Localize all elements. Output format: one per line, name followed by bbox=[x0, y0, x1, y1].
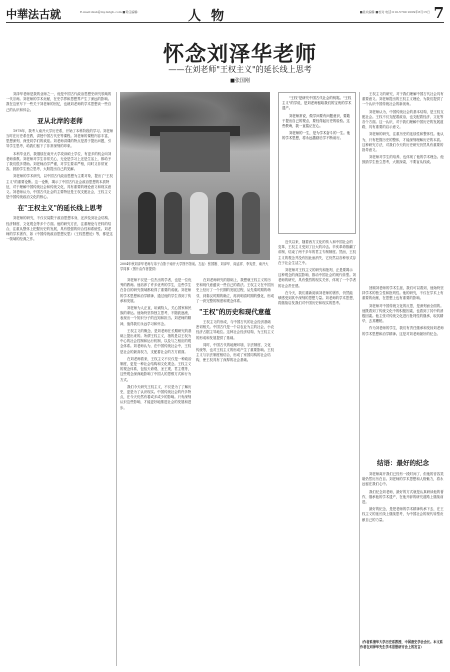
paragraph: 刘老师的研究，注重历史的连续性和整体性。他认为，只有把握历史的整体，才能深刻理解历史的本质。这种研究方法，对我们今天的历史研究仍然具有重要的指导意义。 bbox=[362, 132, 444, 153]
column-5 bbox=[362, 92, 444, 282]
paragraph: 1978年，我考入南开大学历史系，开始了本科阶段的学习。刘老师当时在历史系任教，讲授中国古代史等课程。刘老师的课程内容丰富，思想深刻，深受同学们的欢迎。刘老师讲课的特点是善于提出问题，引导学生思考，给我们留下了非常深刻的印象。 bbox=[6, 128, 114, 149]
paragraph: 在刘老师看来，王权主义不仅仅是一种政治制度，更是一种社会结构和文化观念。王权主义的观念体系，包括天命观、圣王观、君主观等，这些观念深深地影响了中国人的思维方式和行为方式。 bbox=[120, 356, 192, 382]
article-author: ■张国刚 bbox=[230, 78, 250, 84]
paragraph: 同时，中国古代的地理环境、宗法制度、文化传统等，也对王权主义的形成产生了重要影响。王权主义与宗法制度相结合，形成了家国同构的社会结构，使王权具有了深厚的社会基础。 bbox=[196, 342, 274, 363]
paragraph: 王权主义的概念，是刘老师在长期研究的基础上提出来的。所谓王权主义，指的是以王权为中心的社会控制和运行机制，以及与之相应的观念体系。刘老师认为，在中国传统社会中，王权是社会的最高权力，支配着社会的方方面面。 bbox=[120, 328, 192, 354]
photo-person bbox=[216, 192, 234, 254]
column-rule bbox=[359, 92, 360, 666]
paragraph: 刘老师对学生的培养，也体现了他的学术理念。他鼓励学生独立思考，大胆探索，不要盲从权威。 bbox=[362, 155, 444, 165]
paragraph: 在刘老师研究的基础上，我想就王权主义的历史和现代意蕴谈一些自己的看法。王权主义在中国历史上经历了一个长期的发展过程，从先秦时期的萌芽，到秦汉时期的确立，再到明清时期的强化，形成了一套完整的制度和观念体系。 bbox=[196, 278, 274, 303]
paragraph: 最好的纪念，是把老师的学术精神传承下去，在王权主义的延长线上继续思考，为中国社会的现代转型贡献自己的力量。 bbox=[362, 507, 444, 522]
paragraph: 刘老师的学术研究，以中国古代政治思想为主要对象，提出了"王权主义"的重要论断。这一论断，揭示了中国古代社会政治思想的本质特征，对于理解中国传统社会和传统文化，具有重要的理论意义和现实意义。刘老师认为，中国古代社会的主要特征是王权支配社会，王权主义是中国传统政治文化的核心。 bbox=[6, 174, 113, 200]
masthead-logo: 中華法古就 bbox=[6, 8, 61, 21]
paragraph: 刘老师的研究，不仅仅局限于政治思想本身，还涉及到社会结构、经济制度、文化观念等多个方面。他的研究方法，注重理论与史料的结合，注重从整体上把握历史的发展，具有很强的综合性和系统性。刘老师的学术著作，如《中国传统政治思想反思》《王权思想论》等，都是这一领域的经典之作。 bbox=[6, 216, 113, 242]
paragraph: 近代以来，随着西方文化的传入和中国社会的变革，王权主义受到了巨大的冲击。辛亥革命推翻了帝制，结束了两千多年的君主专制制度。然而，王权主义的观念并没有因此而消失，它仍然以各种形式存在于社会生活之中。 bbox=[278, 240, 356, 265]
paragraph: 刘老师离开我们已经有一段时间了，但他的音容笑貌仍然历历在目。刘老师的学术思想和人格魅力，将永远留在我们心中。 bbox=[362, 472, 444, 487]
quote-box bbox=[278, 92, 356, 234]
paragraph: 王权主义的形成，与中国古代的社会经济基础密切相关。中国古代是一个以农业为主的社会，小农经济占据主导地位。这种社会经济结构，为王权主义的形成和发展提供了基础。 bbox=[196, 320, 274, 340]
quote-paragraph: "王权"是研究中国古代社会的钥匙。"王权主义"的学说，是刘老师留给我们的宝贵的学术遗产。 bbox=[282, 96, 352, 111]
paragraph: 刘老师认为，中国传统社会的基本结构，是王权支配社会。王权不仅支配着政治，也支配着经济、文化等各个方面。这一认识，对于我们理解中国历史的发展道路，具有重要的启示意义。 bbox=[362, 109, 444, 130]
column-6 bbox=[362, 286, 444, 454]
column-2 bbox=[120, 278, 192, 666]
section-title: 人物 bbox=[188, 9, 235, 24]
paragraph: 刘老师为人正直，坦诚待人，关心国家和民族的命运。他始终坚持独立思考，不随波逐流，表现出一个知识分子的良知和担当。刘老师的精神，值得我们永远学习和怀念。 bbox=[120, 306, 192, 326]
section-heading: "王权"的历史和现代意蕴 bbox=[199, 308, 271, 317]
column-4 bbox=[278, 240, 356, 666]
article-subtitle: ——在刘老师"王权主义"的延长线上思考 bbox=[168, 65, 312, 74]
section-heading: 在"王权主义"的延长线上思考 bbox=[17, 204, 103, 213]
column-1 bbox=[6, 92, 114, 666]
column-3 bbox=[196, 278, 274, 666]
article-photo bbox=[120, 92, 270, 260]
column-rule bbox=[116, 92, 117, 666]
paragraph: 作为刘老师的学生，我们有责任继承和发扬刘老师的学术思想和治学精神。这是对刘老师最好的纪念。 bbox=[362, 326, 444, 336]
header-contact: ■美术编辑 ■校对 电话:010-5790 2009年8月15日 bbox=[359, 10, 430, 14]
page-number: 7 bbox=[433, 4, 444, 22]
section-heading: 结语：最好的纪念 bbox=[377, 459, 429, 467]
quote-paragraph: 刘老师常说，做学问要有问题意识，要敢于提出自己的观点，要经得起历史的检验。这些教诲，我一直铭记在心。 bbox=[282, 113, 351, 129]
paragraph: 在今天，我们重新阅读刘老师的著作，仍然能够感受到其中深刻的思想力量。刘老师的学术思想，将继续启发我们对中国历史和现实的思考。 bbox=[278, 290, 356, 306]
paragraph: 刘泽华老师是我的业师之一，他是中国古代政治思想史研究领域的一代宗师。刘老师的学术贡献，在史学界和思想界产生了深远的影响。我在这里写下一些关于刘老师的回忆，也就刘老师的学术思想谈一些自己的认识和体会。 bbox=[6, 92, 112, 112]
photo-person bbox=[164, 192, 182, 254]
paragraph: 刘老师不仅是一位杰出的学者，也是一位优秀的教师。他培养了许多优秀的学生，这些学生在各自的研究领域都取得了重要的成就。刘老师的学术思想和治学精神，通过他的学生得到了传承和发展。 bbox=[120, 278, 192, 303]
section-heading: 亚从北岸的老师 bbox=[37, 116, 83, 125]
photo-person bbox=[138, 192, 156, 254]
photo-caption: 2004年秋刘泽华老师与弟子合影于南开大学图书馆前。左起：张国刚、刘泽华、阎孟祥、李宪堂、南开大学同事（图片由作者提供） bbox=[120, 262, 269, 271]
article-title: 怀念刘泽华老师 bbox=[163, 41, 317, 66]
paragraph: 回顾刘老师的学术生涯，我们可以看到，他始终坚持学术的独立性和批判性。他的研究，不仅在学术上有重要的贡献，在思想上也有重要的影响。 bbox=[362, 286, 444, 301]
photo-pagoda bbox=[160, 132, 230, 172]
page-header bbox=[6, 6, 444, 23]
column-7 bbox=[362, 472, 444, 636]
photo-person bbox=[190, 192, 208, 254]
paragraph: 我们纪念刘老师，最好的方式就是认真研读他的著作，继承他的学术遗产，在他开辟的研究道路上继续前进。 bbox=[362, 489, 444, 505]
paragraph: 王权主义的研究，对于我们理解中国古代社会具有重要意义。刘老师提出的王权主义理论，为我们提供了一个认识中国传统社会的新视角。 bbox=[362, 92, 444, 107]
paragraph: 刘老师对王权主义的研究和批判，正是要揭示这种观念的深层影响，推动中国社会的现代转型。刘老师的研究，具有强烈的现实关怀，体现了一个学者的社会责任感。 bbox=[278, 268, 356, 288]
paragraph: 刘老师对中国传统文化的反思，是深刻而全面的。他既看到了传统文化中的积极因素，也看到了其中的消极因素。他主张对传统文化进行批判性的继承，取其精华，去其糟粕。 bbox=[362, 303, 444, 324]
quote-paragraph: 刘老师的一生，是为学术奋斗的一生。他的学术思想，将永远激励后学不断前行。 bbox=[282, 131, 351, 141]
paragraph: 本科毕业后，我继续在南开大学攻读硕士学位，有更多的机会向刘老师请教。刘老师对学生非常关心，无论是学习上还是生活上，都给予了我们很多帮助。刘老师治学严谨，对学生要求严格，同时又非常宽容，鼓励学生独立思考，大胆提出自己的见解。 bbox=[6, 151, 112, 172]
photo-person bbox=[242, 192, 260, 254]
author-note: （作者系清华大学历史系教授、中国唐史学会会长。本文系作者在刘泽华先生学术思想研讨会上的发言） bbox=[360, 640, 443, 649]
paragraph: 我们今天研究王权主义，不仅是为了了解历史，更是为了认识现实。中国传统社会的许多特点，在今天仍然有着或多或少的影响。只有深刻认识这些影响，才能更好地推进社会的发展和进步。 bbox=[120, 384, 192, 410]
header-info: E-mail:dzsb@my.lxdgb.com ■责任编辑: bbox=[80, 10, 139, 14]
